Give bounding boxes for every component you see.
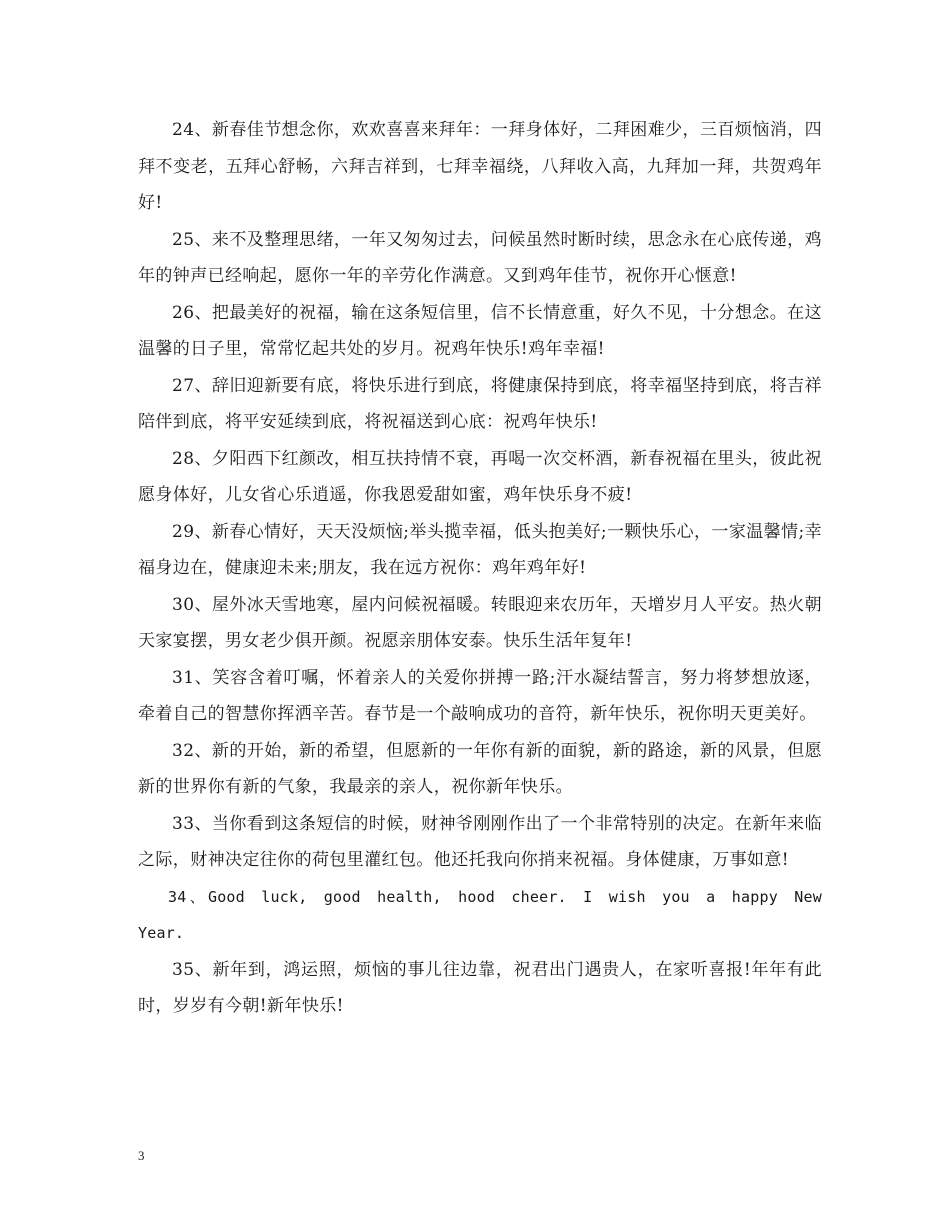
paragraph-28: 28、夕阳西下红颜改，相互扶持情不衰，再喝一次交杯酒，新春祝福在里头，彼此祝愿身体好，儿女省心乐逍遥，你我恩爱甜如蜜，鸡年快乐身不疲!	[138, 448, 822, 505]
paragraph-34: 34、Good luck, good health, hood cheer. I wish you a happy New Year.	[138, 887, 822, 942]
paragraph-27: 27、辞旧迎新要有底，将快乐进行到底，将健康保持到底，将幸福坚持到底，将吉祥陪伴到底，将平安延续到底，将祝福送到心底：祝鸡年快乐!	[138, 375, 822, 432]
document-body	[138, 112, 822, 1025]
paragraph-30: 30、屋外冰天雪地寒，屋内问候祝福暖。转眼迎来农历年，天增岁月人平安。热火朝天家宴摆，男女老少俱开颜。祝愿亲朋体安泰。快乐生活年复年!	[138, 594, 822, 651]
paragraph-32: 32、新的开始，新的希望，但愿新的一年你有新的面貌，新的路途，新的风景，但愿新的世界你有新的气象，我最亲的亲人，祝你新年快乐。	[138, 740, 822, 797]
paragraph-29: 29、新春心情好，天天没烦恼;举头揽幸福，低头抱美好;一颗快乐心，一家温馨情;幸福身边在，健康迎未来;朋友，我在远方祝你：鸡年鸡年好!	[138, 521, 822, 578]
paragraph-35: 35、新年到，鸿运照，烦恼的事儿往边靠，祝君出门遇贵人，在家听喜报!年年有此时，岁岁有今朝!新年快乐!	[138, 959, 822, 1016]
paragraph-24: 24、新春佳节想念你，欢欢喜喜来拜年：一拜身体好，二拜困难少，三百烦恼消，四拜不变老，五拜心舒畅，六拜吉祥到，七拜幸福绕，八拜收入高，九拜加一拜，共贺鸡年好!	[138, 120, 822, 213]
paragraph-33: 33、当你看到这条短信的时候，财神爷刚刚作出了一个非常特别的决定。在新年来临之际，财神决定往你的荷包里灌红包。他还托我向你捎来祝福。身体健康，万事如意!	[138, 813, 822, 870]
page-number: 3	[138, 1148, 145, 1163]
paragraph-31: 31、笑容含着叮嘱，怀着亲人的关爱你拼搏一路;汗水凝结誓言，努力将梦想放逐，牵着自己的智慧你挥洒辛苦。春节是一个敲响成功的音符，新年快乐，祝你明天更美好。	[138, 667, 822, 724]
paragraph-25: 25、来不及整理思绪，一年又匆匆过去，问候虽然时断时续，思念永在心底传递，鸡年的钟声已经响起，愿你一年的辛劳化作满意。又到鸡年佳节，祝你开心惬意!	[138, 229, 822, 286]
paragraph-26: 26、把最美好的祝福，输在这条短信里，信不长情意重，好久不见，十分想念。在这温馨的日子里，常常忆起共处的岁月。祝鸡年快乐!鸡年幸福!	[138, 302, 822, 359]
